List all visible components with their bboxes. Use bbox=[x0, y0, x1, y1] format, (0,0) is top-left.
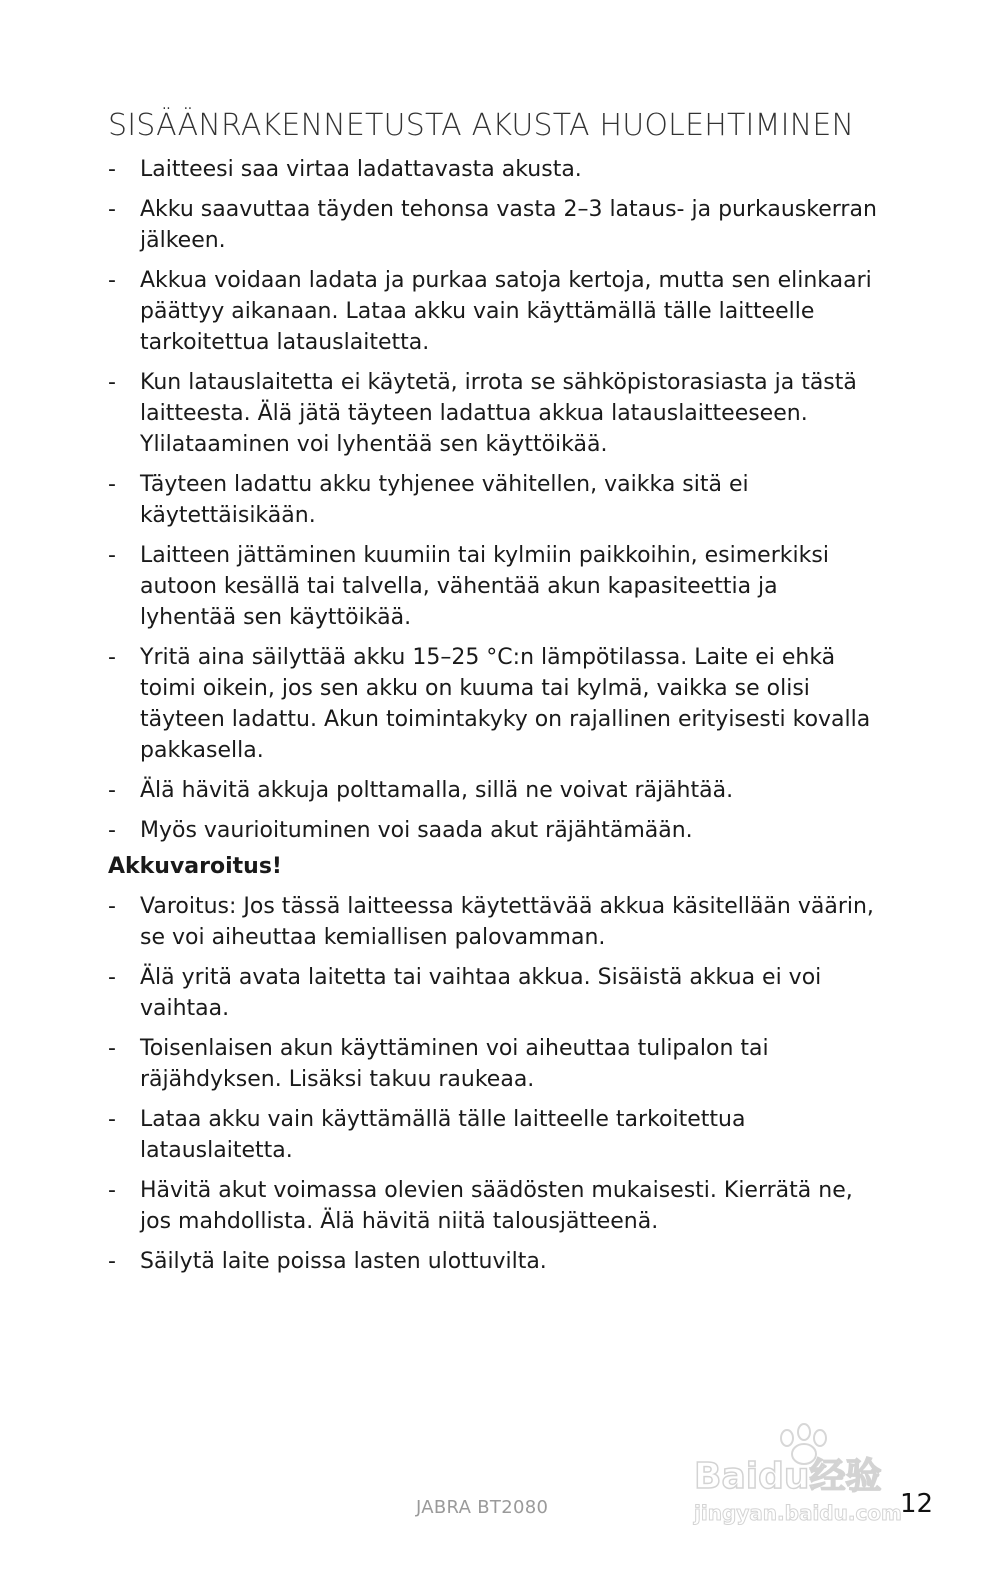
list-item bbox=[108, 367, 878, 460]
list-item-text: Älä yritä avata laitetta tai vaihtaa akkua. Sisäistä akkua ei voi vaihtaa. bbox=[140, 965, 822, 1021]
list-item bbox=[108, 815, 878, 846]
list-item bbox=[108, 265, 878, 358]
footer-product-name: JABRA BT2080 bbox=[416, 1497, 549, 1518]
list-marker: - bbox=[108, 157, 116, 182]
watermark-brand: Baidu经验 bbox=[694, 1456, 882, 1497]
list-item-text: Toisenlaisen akun käyttäminen voi aiheuttaa tulipalon tai räjähdyksen. Lisäksi takuu raukeaa. bbox=[140, 1036, 769, 1092]
list-marker: - bbox=[108, 894, 116, 919]
list-item bbox=[108, 775, 878, 806]
care-list bbox=[108, 154, 878, 855]
list-item-text: Akku saavuttaa täyden tehonsa vasta 2–3 lataus- ja purkauskerran jälkeen. bbox=[140, 197, 877, 253]
page-number: 12 bbox=[900, 1489, 934, 1519]
list-item-text: Akkua voidaan ladata ja purkaa satoja kertoja, mutta sen elinkaari päättyy aikanaan. Lataa akku vain käyttämällä tälle laitteelle tarkoitettua latauslaitetta. bbox=[140, 268, 872, 355]
list-marker: - bbox=[108, 472, 116, 497]
list-item-text: Laitteen jättäminen kuumiin tai kylmiin paikkoihin, esimerkiksi autoon kesällä tai talvella, vähentää akun kapasiteettia ja lyhentää sen käyttöikää. bbox=[140, 543, 829, 630]
list-item-text: Kun latauslaitetta ei käytetä, irrota se sähköpistorasiasta ja tästä laitteesta. Älä jätä täyteen ladattua akkua latauslaitteeseen. Ylilataaminen voi lyhentää sen käyttöikää. bbox=[140, 370, 857, 457]
list-item bbox=[108, 1246, 878, 1277]
list-item-text: Laitteesi saa virtaa ladattavasta akusta. bbox=[140, 157, 582, 182]
list-item bbox=[108, 1033, 878, 1095]
list-marker: - bbox=[108, 1249, 116, 1274]
list-marker: - bbox=[108, 818, 116, 843]
page-title: SISÄÄNRAKENNETUSTA AKUSTA HUOLEHTIMINEN bbox=[108, 108, 855, 143]
list-item bbox=[108, 1104, 878, 1166]
list-marker: - bbox=[108, 370, 116, 395]
watermark-url: jingyan.baidu.com bbox=[694, 1501, 902, 1525]
list-marker: - bbox=[108, 543, 116, 568]
warning-list bbox=[108, 891, 878, 1286]
list-item-text: Varoitus: Jos tässä laitteessa käytettävää akkua käsitellään väärin, se voi aiheuttaa kemiallisen palovamman. bbox=[140, 894, 874, 950]
list-item-text: Myös vaurioituminen voi saada akut räjähtämään. bbox=[140, 818, 693, 843]
warning-heading: Akkuvaroitus! bbox=[108, 854, 282, 879]
list-marker: - bbox=[108, 197, 116, 222]
list-marker: - bbox=[108, 1036, 116, 1061]
list-item-text: Älä hävitä akkuja polttamalla, sillä ne voivat räjähtää. bbox=[140, 778, 734, 803]
list-item bbox=[108, 154, 878, 185]
list-marker: - bbox=[108, 778, 116, 803]
list-item bbox=[108, 891, 878, 953]
list-marker: - bbox=[108, 1178, 116, 1203]
list-item bbox=[108, 1175, 878, 1237]
list-marker: - bbox=[108, 268, 116, 293]
list-marker: - bbox=[108, 965, 116, 990]
list-item bbox=[108, 540, 878, 633]
list-item bbox=[108, 642, 878, 766]
list-item bbox=[108, 962, 878, 1024]
list-marker: - bbox=[108, 1107, 116, 1132]
list-item bbox=[108, 194, 878, 256]
list-item-text: Yritä aina säilyttää akku 15–25 °C:n lämpötilassa. Laite ei ehkä toimi oikein, jos sen akku on kuuma tai kylmä, vaikka se olisi täyteen ladattu. Akun toimintakyky on rajallinen erityisesti kovalla pakkasella. bbox=[140, 645, 871, 763]
list-item-text: Lataa akku vain käyttämällä tälle laitteelle tarkoitettua latauslaitetta. bbox=[140, 1107, 746, 1163]
baidu-watermark bbox=[692, 1420, 922, 1530]
list-item-text: Täyteen ladattu akku tyhjenee vähitellen, vaikka sitä ei käytettäisikään. bbox=[140, 472, 749, 528]
list-marker: - bbox=[108, 645, 116, 670]
list-item-text: Hävitä akut voimassa olevien säädösten mukaisesti. Kierrätä ne, jos mahdollista. Älä hävitä niitä talousjätteenä. bbox=[140, 1178, 853, 1234]
list-item-text: Säilytä laite poissa lasten ulottuvilta. bbox=[140, 1249, 547, 1274]
list-item bbox=[108, 469, 878, 531]
